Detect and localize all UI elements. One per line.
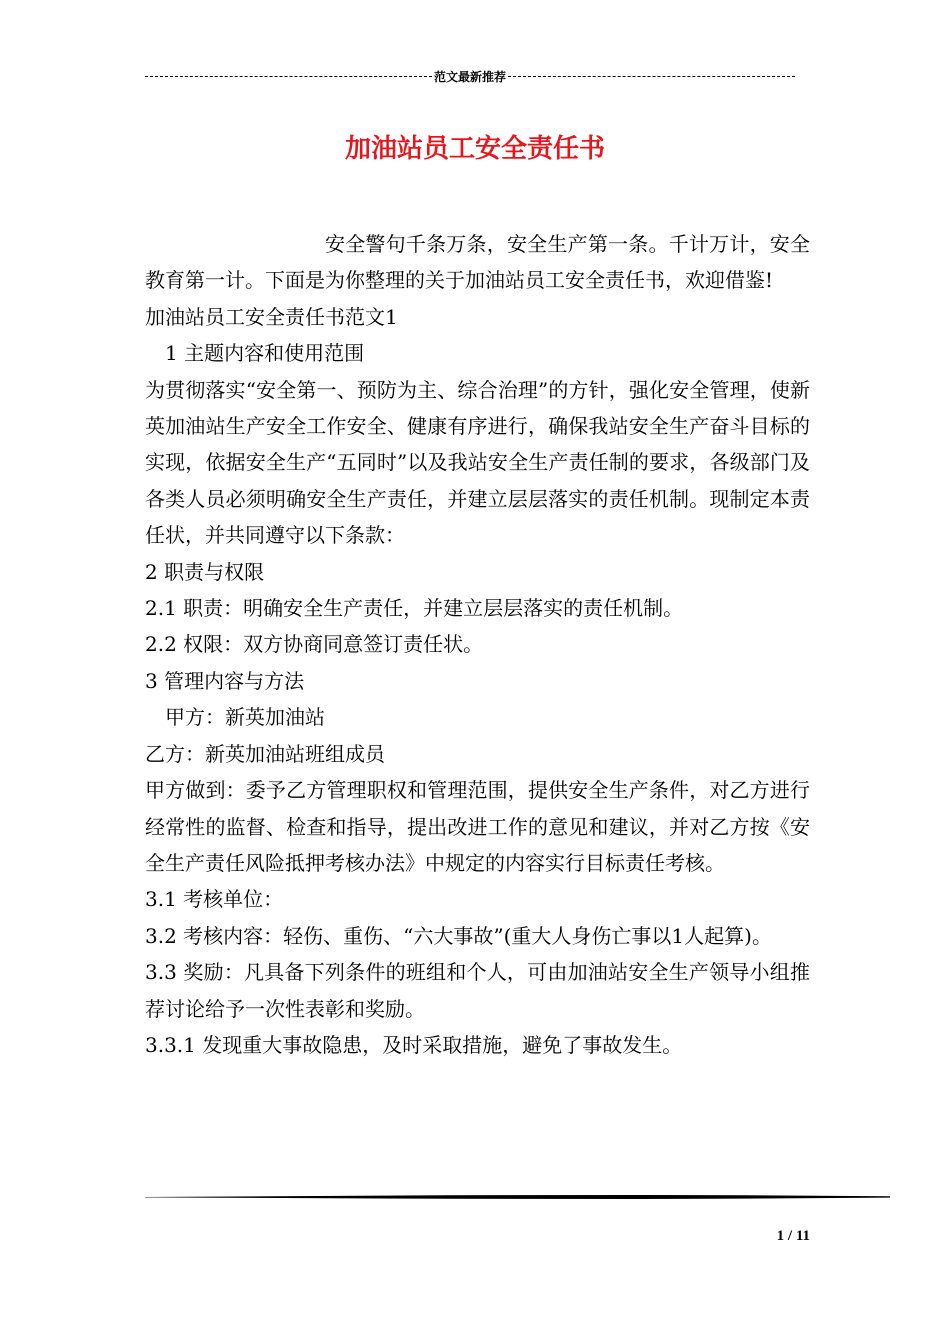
footer-divider [145, 1195, 890, 1199]
body-paragraph: 甲方做到：委予乙方管理职权和管理范围，提供安全生产条件，对乙方进行经常性的监督、检查和指导，提出改进工作的意见和建议，并对乙方按《安全生产责任风险抵押考核办法》中规定的内容实行目标责任考核。 [145, 778, 810, 875]
party-a: 甲方：新英加油站 [165, 705, 325, 730]
document-body [145, 226, 810, 1063]
page-number: 1 / 11 [776, 1228, 810, 1244]
clause-item: 3.1 考核单位： [145, 887, 284, 912]
clause-item: 3.3.1 发现重大事故隐患，及时采取措施，避免了事故发生。 [145, 1032, 683, 1057]
intro-paragraph: 安全警句千条万条，安全生产第一条。千计万计，安全教育第一计。下面是为你整理的关于加油站员工安全责任书，欢迎借鉴! [145, 232, 810, 293]
section-heading: 2 职责与权限 [145, 559, 265, 584]
clause-item: 3.3 奖励：凡具备下列条件的班组和个人，可由加油站安全生产领导小组推荐讨论给予一次性表彰和奖励。 [145, 960, 810, 1021]
section-heading: 3 管理内容与方法 [145, 668, 305, 693]
clause-item: 2.1 职责：明确安全生产责任，并建立层层落实的责任机制。 [145, 596, 684, 621]
header-label: 范文最新推荐 [434, 69, 507, 84]
clause-item: 2.2 权限：双方协商同意签订责任状。 [145, 632, 484, 657]
clause-item: 3.2 考核内容：轻伤、重伤、“六大事故”(重大人身伤亡事以1人起算)。 [145, 923, 772, 948]
page-header [145, 66, 795, 86]
body-paragraph: 为贯彻落实“安全第一、预防为主、综合治理”的方针，强化安全管理，使新英加油站生产安全工作安全、健康有序进行，确保我站安全生产奋斗目标的实现，依据安全生产“五同时”以及我站安全生产责任制的要求，各级部门及各类人员必须明确安全生产责任，并建立层层落实的责任机制。现制定本责任状，并共同遵守以下条款： [145, 377, 810, 548]
header-dashes-right [508, 76, 795, 77]
footer-divider-line [145, 1195, 890, 1199]
header-dashes-left [145, 76, 432, 77]
section-heading: 加油站员工安全责任书范文1 [145, 304, 398, 329]
section-heading: 1 主题内容和使用范围 [165, 341, 365, 366]
party-b: 乙方：新英加油站班组成员 [145, 741, 385, 766]
document-title: 加油站员工安全责任书 [344, 134, 605, 164]
